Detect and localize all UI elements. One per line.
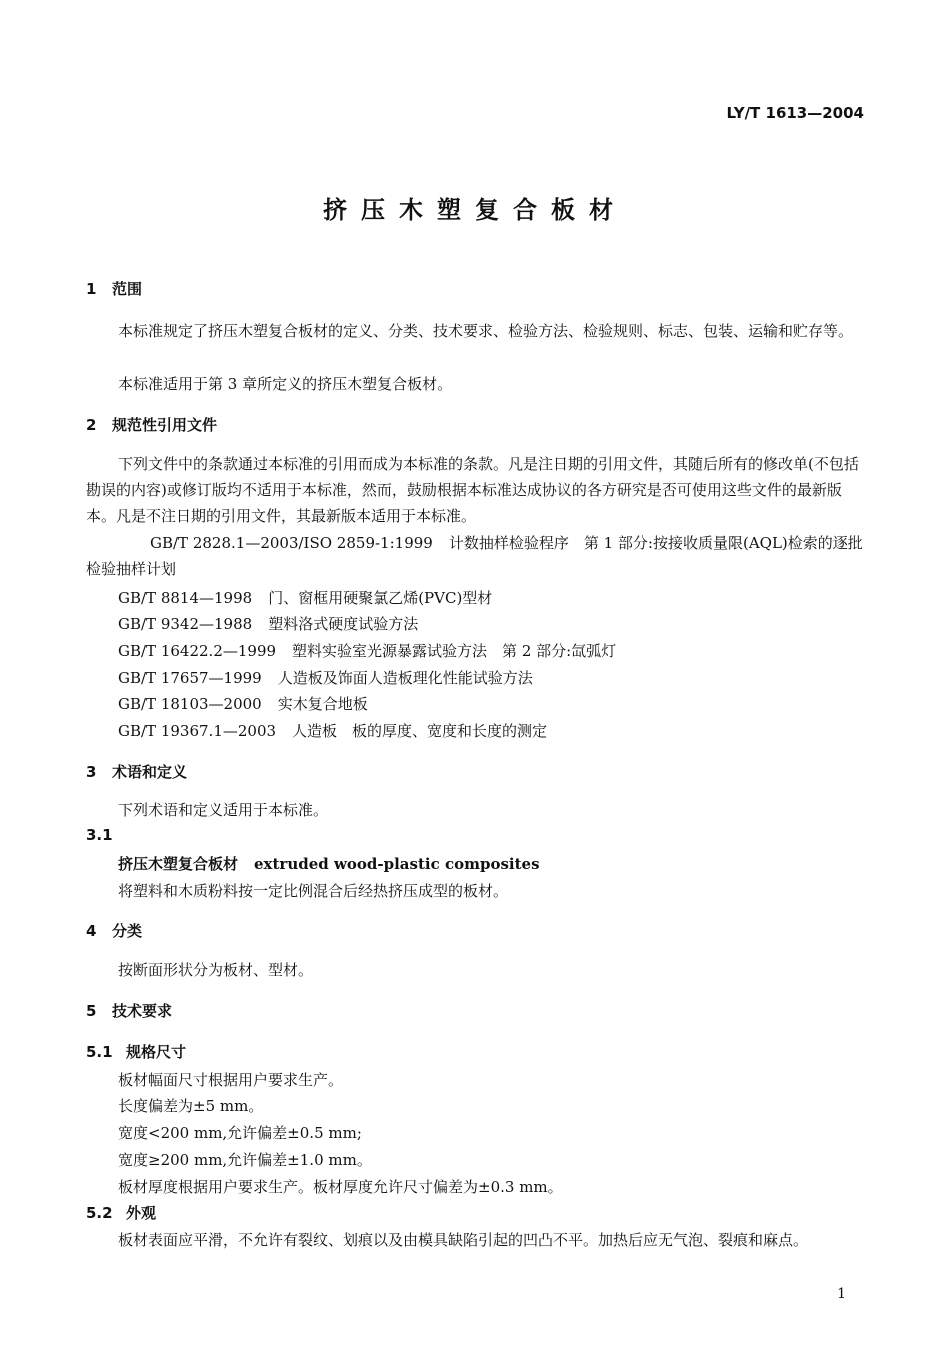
section-number: 5.1: [86, 1043, 113, 1061]
section-title: 规范性引用文件: [112, 416, 218, 434]
section-number: 2: [86, 416, 97, 434]
section-title: 规格尺寸: [126, 1043, 187, 1061]
spec-line: 宽度≥200 mm,允许偏差±1.0 mm。: [118, 1151, 372, 1169]
spec-line: 板材幅面尺寸根据用户要求生产。: [118, 1071, 344, 1089]
reference-name: 实木复合地板: [277, 695, 368, 713]
section-number: 5.2: [86, 1204, 113, 1222]
term-definition: 将塑料和木质粉料按一定比例混合后经热挤压成型的板材。: [118, 882, 509, 900]
spec-line: 板材厚度根据用户要求生产。板材厚度允许尺寸偏差为±0.3 mm。: [118, 1178, 563, 1196]
section-number: 4: [86, 922, 97, 940]
reference-item: [118, 613, 418, 634]
section-title: 范围: [112, 280, 143, 298]
reference-item: [118, 720, 547, 741]
section-title: 外观: [126, 1204, 157, 1222]
section-5-2-paragraph-1: 板材表面应平滑，不允许有裂纹、划痕以及由模具缺陷引起的凹凸不平。加热后应无气泡、裂痕和麻点。: [118, 1231, 809, 1249]
reference-code: GB/T 9342—1988: [118, 615, 253, 633]
spec-line: 长度偏差为±5 mm。: [118, 1097, 264, 1115]
section-number: 5: [86, 1002, 97, 1020]
section-1-paragraph-2: 本标准适用于第 3 章所定义的挤压木塑复合板材。: [118, 375, 453, 393]
section-1-paragraph-1: 本标准规定了挤压木塑复合板材的定义、分类、技术要求、检验方法、检验规则、标志、包装、运输和贮存等。: [118, 322, 854, 340]
term-english: extruded wood-plastic composites: [254, 855, 540, 873]
section-4-paragraph-1: 按断面形状分为板材、型材。: [118, 961, 314, 979]
section-4-heading: [86, 920, 142, 941]
term-chinese: 挤压木塑复合板材: [118, 855, 239, 873]
reference-name: 计数抽样检验程序 第 1 部分:按接收质量限(AQL)检索的逐批检验抽样计划: [86, 534, 863, 578]
reference-code: GB/T 2828.1—2003/ISO 2859-1:1999: [150, 534, 433, 552]
reference-name: 人造板 板的厚度、宽度和长度的测定: [292, 722, 548, 740]
section-title: 技术要求: [112, 1002, 173, 1020]
page-number: 1: [837, 1286, 846, 1302]
reference-item: [86, 530, 866, 582]
section-number: 1: [86, 280, 97, 298]
section-3-paragraph-1: 下列术语和定义适用于本标准。: [118, 801, 329, 819]
section-5-2-heading: [86, 1202, 156, 1223]
reference-name: 塑料实验室光源暴露试验方法 第 2 部分:氙弧灯: [292, 642, 617, 660]
section-2-heading: [86, 414, 217, 435]
reference-item: [118, 693, 368, 714]
page-title: 挤压木塑复合板材: [323, 196, 627, 224]
section-title: 分类: [112, 922, 143, 940]
section-5-1-heading: [86, 1041, 186, 1062]
spec-line: 宽度<200 mm,允许偏差±0.5 mm;: [118, 1124, 362, 1142]
subsection-3-1-number: 3.1: [86, 826, 113, 844]
reference-code: GB/T 16422.2—1999: [118, 642, 277, 660]
reference-code: GB/T 18103—2000: [118, 695, 262, 713]
reference-code: GB/T 8814—1998: [118, 589, 253, 607]
reference-code: GB/T 17657—1999: [118, 669, 262, 687]
section-1-heading: [86, 278, 142, 299]
term-entry: [118, 853, 540, 874]
section-5-heading: [86, 1000, 172, 1021]
reference-item: [118, 587, 492, 608]
section-3-heading: [86, 761, 187, 782]
reference-name: 人造板及饰面人造板理化性能试验方法: [277, 669, 533, 687]
section-title: 术语和定义: [112, 763, 188, 781]
reference-name: 塑料洛式硬度试验方法: [268, 615, 419, 633]
reference-item: [118, 640, 616, 661]
reference-item: [118, 667, 533, 688]
section-2-paragraph-1: 下列文件中的条款通过本标准的引用而成为本标准的条款。凡是注日期的引用文件，其随后所有的修改单(不包括勘误的内容)或修订版均不适用于本标准，然而，鼓励根据本标准达成协议的各方研究是否可使用这些文件的最新版本。凡是不注日期的引用文件，其最新版本适用于本标准。: [86, 455, 859, 525]
section-number: 3: [86, 763, 97, 781]
reference-name: 门、窗框用硬聚氯乙烯(PVC)型材: [268, 589, 493, 607]
standard-code: LY/T 1613—2004: [726, 104, 864, 122]
reference-code: GB/T 19367.1—2003: [118, 722, 277, 740]
